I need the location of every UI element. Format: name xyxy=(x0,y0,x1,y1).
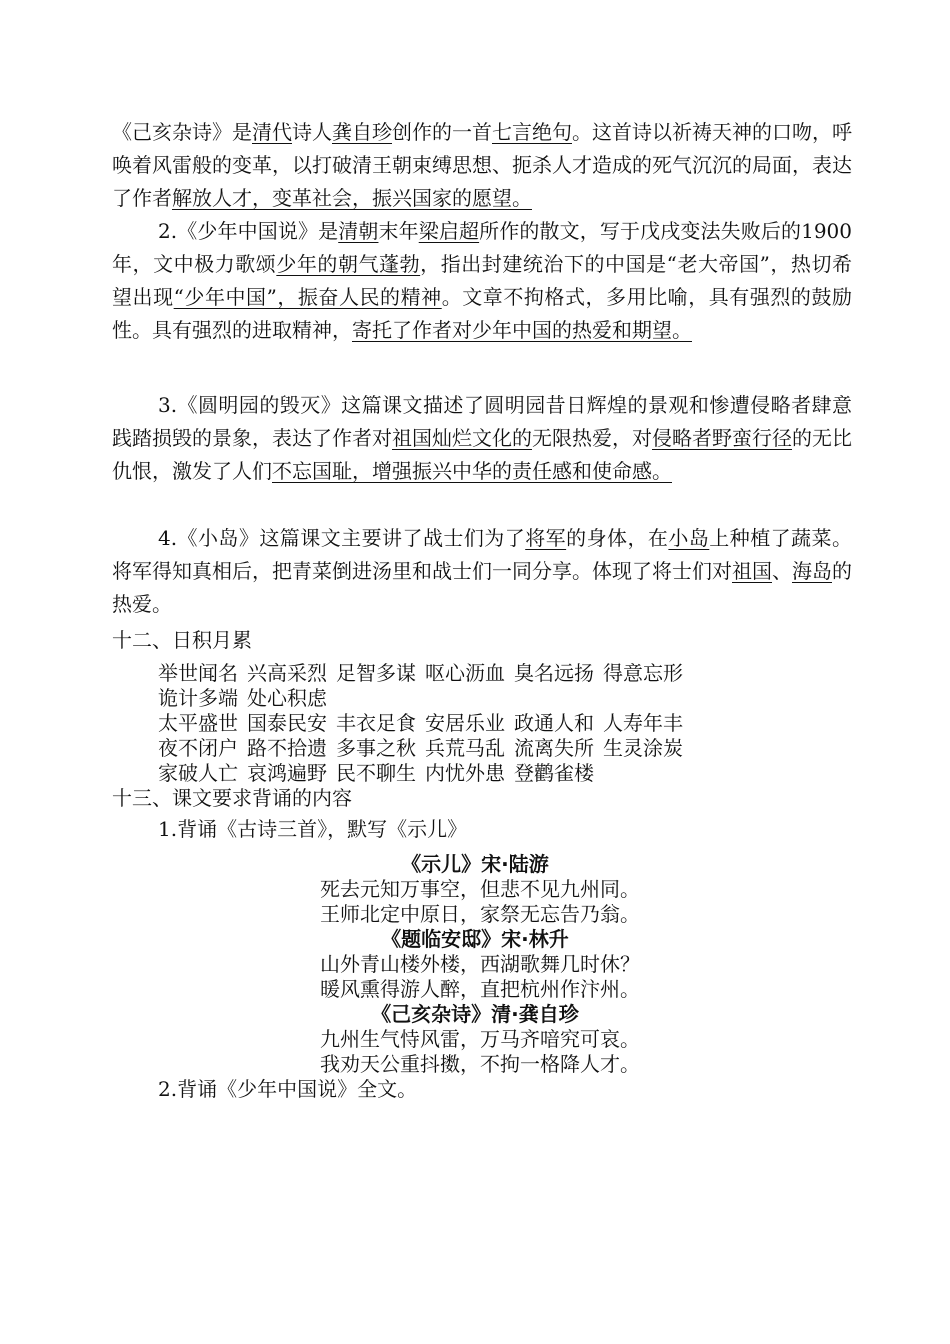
underlined-text: 寄托了作者对少年中国的热爱和期望。 xyxy=(352,318,692,342)
idiom: 多事之秋 xyxy=(336,736,416,760)
underlined-text: 侵略者野蛮行径 xyxy=(652,426,792,450)
idiom-list xyxy=(158,661,692,786)
poem-title: 《题临安邸》宋·林升 xyxy=(381,927,569,951)
paragraph-xiaodao xyxy=(112,522,852,621)
idiom: 兴高采烈 xyxy=(247,661,327,685)
text: 2.《少年中国说》是 xyxy=(158,219,339,243)
idiom: 政通人和 xyxy=(514,711,594,735)
underlined-text: 不忘国耻，增强振兴中华的责任感和使命感。 xyxy=(272,459,672,483)
text: 创作的一首 xyxy=(392,120,492,144)
idiom: 臭名远扬 xyxy=(514,661,594,685)
poem-line: 死去元知万事空，但悲不见九州同。 xyxy=(320,877,640,901)
idiom: 哀鸿遍野 xyxy=(247,761,327,785)
text: 无限热爱，对 xyxy=(532,426,652,450)
underlined-text: 七言绝句 xyxy=(492,120,572,144)
idiom: 夜不闭户 xyxy=(158,736,238,760)
section-heading-12: 十二、日积月累 xyxy=(112,628,252,652)
text: 3.《圆明园的毁灭》这篇课文描述了圆明园昔日辉煌的景观和惨遭侵略者肆意践踏损毁的景象，表达了作者对 xyxy=(112,393,852,450)
idiom-row xyxy=(158,761,692,786)
text: 的无比仇恨，激发了人们 xyxy=(112,426,852,483)
paragraph-jihai xyxy=(112,116,852,215)
idiom: 生灵涂炭 xyxy=(603,736,683,760)
idiom-row xyxy=(158,711,692,736)
idiom: 民不聊生 xyxy=(336,761,416,785)
idiom: 内忧外患 xyxy=(425,761,505,785)
idiom: 得意忘形 xyxy=(603,661,683,685)
idiom: 丰衣足食 xyxy=(336,711,416,735)
idiom: 流离失所 xyxy=(514,736,594,760)
text: 末年 xyxy=(378,219,419,243)
underlined-text: 梁启超 xyxy=(418,219,480,243)
idiom-row xyxy=(158,661,692,686)
poem-line: 我劝天公重抖擞，不拘一格降人才。 xyxy=(320,1052,640,1076)
idiom: 足智多谋 xyxy=(336,661,416,685)
text: 的热爱。 xyxy=(112,559,852,616)
text: 。文章不拘格式，多用比喻，具有强烈的鼓励性。具有强烈的进取精神， xyxy=(112,285,853,342)
underlined-text: 龚自珍 xyxy=(332,120,392,144)
idiom: 国泰民安 xyxy=(247,711,327,735)
poem-title: 《示儿》宋·陆游 xyxy=(401,852,549,876)
recite-item-1: 1.背诵《古诗三首》，默写《示儿》 xyxy=(158,817,468,841)
idiom: 兵荒马乱 xyxy=(425,736,505,760)
underlined-text: 解放人才，变革社会，振兴国家的愿望。 xyxy=(172,186,532,210)
text: 《己亥杂诗》是 xyxy=(112,120,252,144)
poem-line: 九州生气恃风雷，万马齐喑究可哀。 xyxy=(320,1027,640,1051)
text: 4.《小岛》这篇课文主要讲了战士们为了 xyxy=(158,526,526,550)
underlined-text: “少年中国”，振奋人民的精神 xyxy=(173,285,442,309)
text: ，指出封建统治下的中国是“老大帝国”，热切希望出现 xyxy=(112,252,853,309)
underlined-text: 清代 xyxy=(252,120,292,144)
idiom: 处心积虑 xyxy=(247,686,327,710)
text: 所作的散文，写于戊戌变法失败后的1900年，文中极力歌颂 xyxy=(112,219,852,276)
idiom: 举世闻名 xyxy=(158,661,238,685)
poem-line: 山外青山楼外楼，西湖歌舞几时休？ xyxy=(320,952,640,976)
underlined-text: 海岛 xyxy=(792,559,832,583)
idiom: 诡计多端 xyxy=(158,686,238,710)
paragraph-shaonian xyxy=(112,215,852,347)
underlined-text: 将军 xyxy=(525,526,567,550)
text: 。这首诗以祈祷天神的口吻，呼唤着风雷般的变革，以打破清王朝束缚思想、扼杀人才造成的死气沉沉的局面，表达了作者 xyxy=(112,120,852,210)
idiom: 路不拾遗 xyxy=(247,736,327,760)
underlined-text: 小岛 xyxy=(668,526,710,550)
text: 诗人 xyxy=(292,120,332,144)
idiom: 太平盛世 xyxy=(158,711,238,735)
idiom: 安居乐业 xyxy=(425,711,505,735)
poem-line: 暖风熏得游人醉，直把杭州作汴州。 xyxy=(320,977,640,1001)
poem-line: 王师北定中原日，家祭无忘告乃翁。 xyxy=(320,902,640,926)
underlined-text: 祖国灿烂文化的 xyxy=(392,426,532,450)
underlined-text: 清朝 xyxy=(338,219,379,243)
text: 上种植了蔬菜。将军得知真相后，把青菜倒进汤里和战士们一同分享。体现了将士们对 xyxy=(112,526,853,583)
text: 的身体，在 xyxy=(566,526,669,550)
idiom: 登鹳雀楼 xyxy=(514,761,594,785)
underlined-text: 祖国 xyxy=(732,559,772,583)
section-heading-13: 十三、课文要求背诵的内容 xyxy=(112,786,352,810)
underlined-text: 少年的朝气蓬勃 xyxy=(276,252,421,276)
recite-item-2: 2.背诵《少年中国说》全文。 xyxy=(158,1077,418,1101)
poem-title: 《己亥杂诗》清·龚自珍 xyxy=(371,1002,579,1026)
text: 、 xyxy=(772,559,792,583)
idiom: 家破人亡 xyxy=(158,761,238,785)
idiom-row xyxy=(158,736,692,761)
paragraph-yuanmingyuan xyxy=(112,389,852,488)
idiom-row xyxy=(158,686,692,711)
idiom: 呕心沥血 xyxy=(425,661,505,685)
idiom: 人寿年丰 xyxy=(603,711,683,735)
